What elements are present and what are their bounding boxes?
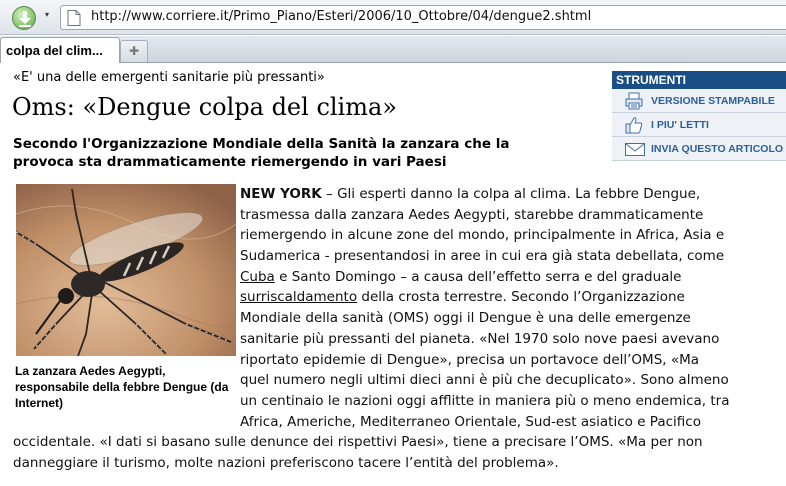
photo-caption: La zanzara Aedes Aegypti, responsabile della febbre Dengue (da Internet) <box>15 364 229 410</box>
download-dropdown-icon[interactable]: ▾ <box>45 10 50 19</box>
send-article-label: INVIA QUESTO ARTICOLO <box>651 143 784 155</box>
article-headline: Oms: «Dengue colpa del clima» <box>12 93 397 121</box>
body-line: quel numero negli ultimi dieci anni è più che decuplicato». Sono almeno <box>240 372 729 389</box>
body-line-full-width: danneggiare il turismo, molte nazioni preferiscono tacere l’entità del problema». <box>13 455 559 471</box>
download-arrow-icon <box>17 10 33 28</box>
surriscaldamento-link[interactable]: surriscaldamento <box>240 289 358 306</box>
article-kicker: «E' una delle emergenti sanitarie più pressanti» <box>13 70 325 85</box>
browser-toolbar <box>0 0 786 35</box>
body-line: un centinaio le nazioni oggi afflitte in maniera più o meno endemica, tra <box>240 392 730 409</box>
strumenti-box <box>612 71 786 161</box>
body-text-segment: – Gli esperti danno la colpa al clima. La febbre Dengue, <box>321 186 701 202</box>
tab-title: colpa del clim... <box>6 43 103 58</box>
thumbs-up-icon <box>624 116 644 134</box>
new-tab-button[interactable] <box>120 40 148 62</box>
body-line <box>240 287 770 308</box>
body-line <box>240 267 770 288</box>
article-subhead: Secondo l'Organizzazione Mondiale della Sanità la zanzara che la provoca sta drammaticamente riemergendo in vari Paesi <box>13 136 510 170</box>
body-line: Africa, Americhe, Mediterraneo Orientale, Sud-est asiatico e Pacifico <box>240 413 701 430</box>
body-line: Sudamerica - presentandosi in aree in cui era già stata debellata, come <box>240 248 725 265</box>
body-line-full-width: occidentale. «I dati si basano sulle denunce dei rispettivi Paesi», tiene a precisare l’OMS. «Ma per non <box>13 434 703 450</box>
body-text-segment: della crosta terrestre. Secondo l’Organizzazione <box>357 289 685 306</box>
strumenti-title: STRUMENTI <box>612 71 786 89</box>
body-line: Mondiale della sanità (OMS) oggi il Dengue è una delle emergenze <box>240 310 691 327</box>
body-text-segment: e Santo Domingo – a causa dell’effetto serra e del graduale <box>274 268 682 285</box>
dateline: NEW YORK <box>240 186 322 202</box>
tab-strip <box>0 36 786 63</box>
url-text[interactable]: http://www.corriere.it/Primo_Piano/Esteri/2006/10_Ottobre/04/dengue2.shtml <box>91 9 592 24</box>
body-line: trasmessa dalla zanzara Aedes Aegypti, starebbe drammaticamente <box>240 206 704 223</box>
print-version-link[interactable] <box>612 89 786 113</box>
send-article-link[interactable] <box>612 137 786 161</box>
download-button[interactable] <box>12 6 36 30</box>
body-line: riportato epidemie di Dengue», precisa un portavoce dell’OMS, «Ma <box>240 351 700 368</box>
page-content <box>0 63 786 486</box>
mosquito-photo <box>16 184 236 356</box>
print-version-label: VERSIONE STAMPABILE <box>651 95 775 107</box>
envelope-icon <box>624 140 646 158</box>
printer-icon <box>624 92 644 110</box>
address-bar[interactable] <box>60 5 786 30</box>
cuba-link[interactable]: Cuba <box>240 268 275 285</box>
body-line <box>240 184 770 205</box>
article-body <box>240 184 770 432</box>
mosquito-image-icon <box>16 184 236 356</box>
most-read-link[interactable] <box>612 113 786 137</box>
body-line: riemergendo in alcune zone del mondo, principalmente in Africa, Asia e <box>240 227 725 244</box>
plus-icon: ✚ <box>128 44 140 58</box>
tab-active[interactable] <box>0 37 120 63</box>
page-icon <box>67 10 81 26</box>
body-line: sanitarie più pressanti del pianeta. «Nel 1970 solo nove paesi avevano <box>240 330 720 347</box>
most-read-label: I PIU' LETTI <box>651 119 709 131</box>
